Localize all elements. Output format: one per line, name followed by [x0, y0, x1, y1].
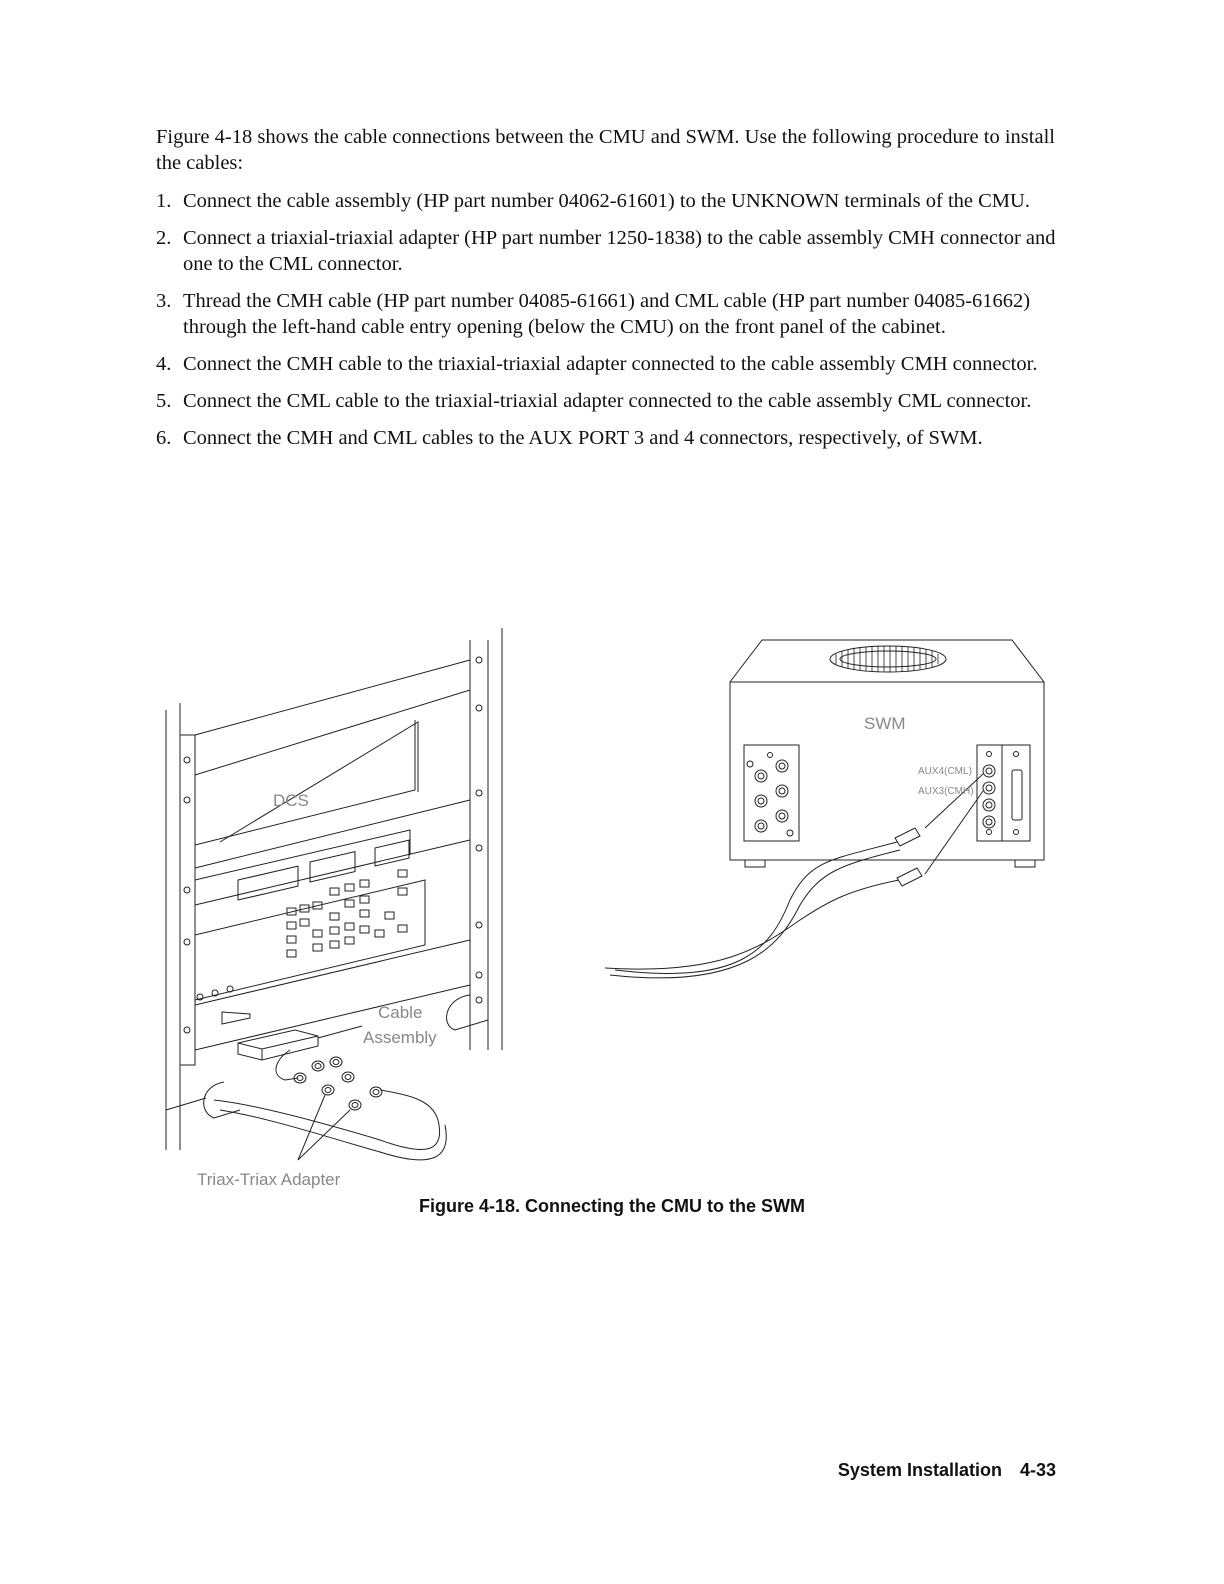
footer-section-title: System Installation	[837, 1460, 1002, 1480]
step-text: Connect a triaxial-triaxial adapter (HP part number 1250-1838) to the cable assembly CMH connector and one to the CML connector.	[183, 227, 1056, 275]
step-number: 5.	[156, 390, 172, 412]
intro-paragraph: Figure 4-18 shows the cable connections between the CMU and SWM. Use the following procedure to install the cables:	[156, 126, 1055, 174]
triax-adapter-label: Triax-Triax Adapter	[197, 1170, 341, 1189]
step-number: 3.	[156, 290, 172, 312]
swm-unit-drawing	[605, 640, 1044, 978]
aux4-label: AUX4(CML)	[918, 766, 972, 777]
step-text: Connect the CMH cable to the triaxial-triaxial adapter connected to the cable assembly CMH connector.	[183, 353, 1038, 375]
step-number: 2.	[156, 227, 172, 249]
dcs-label: DCS	[273, 791, 309, 810]
step-text: Thread the CMH cable (HP part number 04085-61661) and CML cable (HP part number 04085-61662) through the left-hand cable entry opening (below the CMU) on the front panel of the cabinet.	[183, 290, 1031, 338]
cmu-swm-connection-figure	[150, 620, 1060, 1200]
dcs-rack-drawing	[166, 628, 502, 1160]
page-footer	[838, 1460, 1056, 1481]
step-text: Connect the CML cable to the triaxial-triaxial adapter connected to the cable assembly CML connector.	[183, 390, 1032, 412]
step-item	[156, 388, 1061, 414]
cable-assembly-label-line1: Cable	[378, 1003, 423, 1022]
figure-caption: Figure 4-18. Connecting the CMU to the SWM	[419, 1196, 805, 1216]
footer-page-number: 4-33	[1019, 1460, 1056, 1480]
aux3-label: AUX3(CMH)	[918, 786, 974, 797]
step-text: Connect the cable assembly (HP part number 04062-61601) to the UNKNOWN terminals of the CMU.	[183, 190, 1030, 212]
swm-label: SWM	[864, 714, 906, 733]
step-item	[156, 188, 1061, 214]
step-text: Connect the CMH and CML cables to the AUX PORT 3 and 4 connectors, respectively, of SWM.	[183, 427, 983, 449]
step-number: 4.	[156, 353, 172, 375]
step-item	[156, 351, 1061, 377]
step-number: 1.	[156, 190, 172, 212]
procedure-steps	[156, 188, 1061, 462]
step-item	[156, 225, 1061, 277]
cable-assembly-label-line2: Assembly	[363, 1028, 437, 1047]
step-number: 6.	[156, 427, 172, 449]
step-item	[156, 425, 1061, 451]
step-item	[156, 288, 1061, 340]
